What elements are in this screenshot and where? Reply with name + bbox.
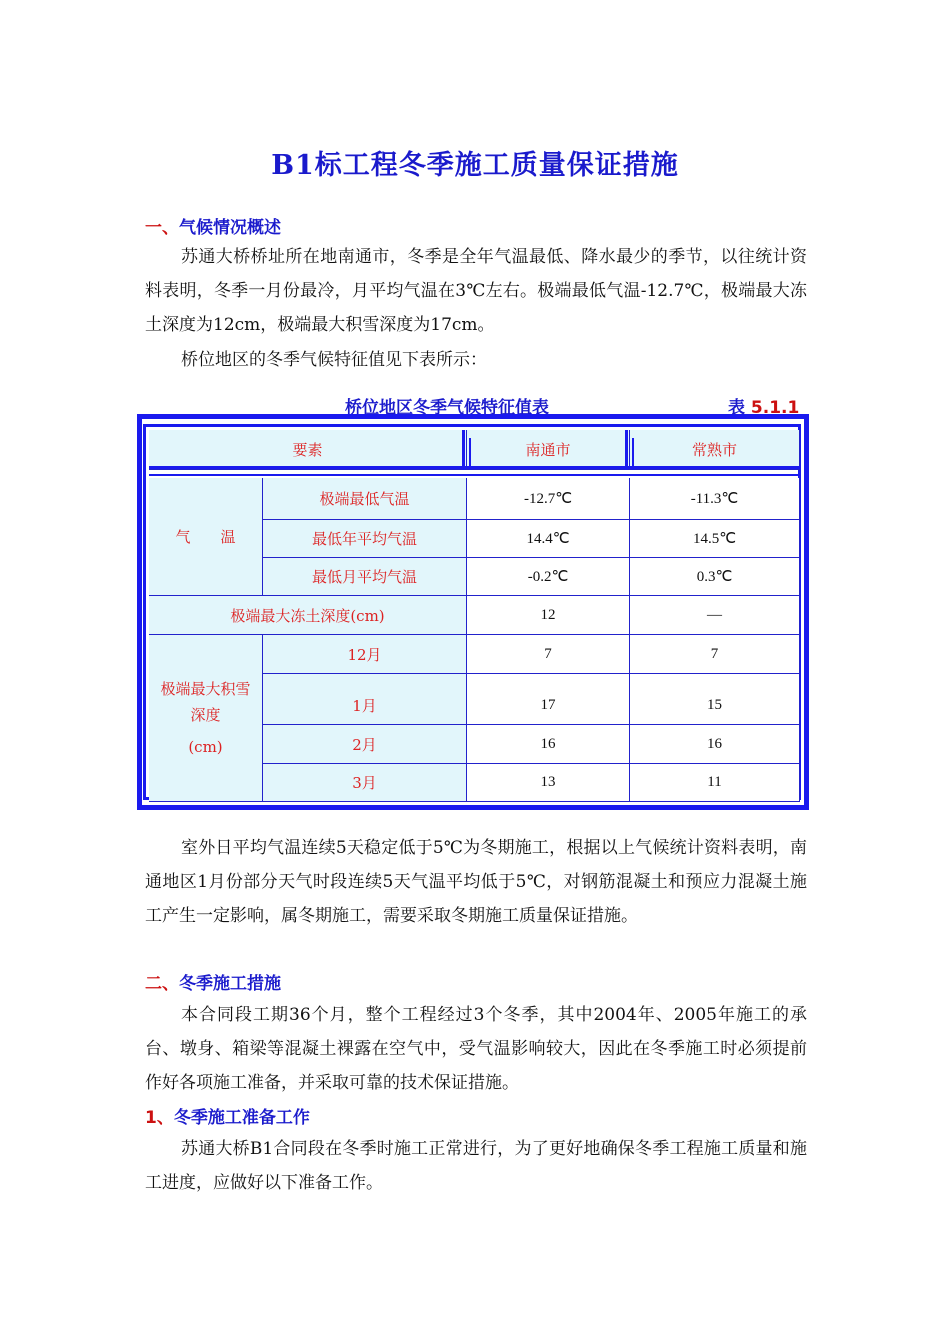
row-label-frost: 极端最大冻土深度(cm): [149, 596, 467, 635]
row-value-changshu: 7: [630, 635, 800, 674]
header-col-separator-inner: [469, 438, 471, 470]
group-snow-depth: [149, 635, 263, 802]
group-snow-line-2: 深度: [190, 706, 221, 724]
row-value-changshu: 16: [630, 725, 800, 764]
section-title: 气候情况概述: [179, 218, 281, 238]
table-number-value: 5.1.1: [750, 398, 800, 418]
preparation-paragraph: 苏通大桥B1合同段在冬季时施工正常进行，为了更好地确保冬季工程施工质量和施工进度，应做好以下准备工作。: [145, 1139, 807, 1193]
header-element: 要素: [149, 430, 467, 470]
row-value-nantong: -0.2℃: [467, 558, 630, 596]
section-heading-measures: [145, 969, 281, 994]
row-value-nantong: 12: [467, 596, 630, 635]
row-label: 1月: [263, 674, 467, 725]
row-label: 极端最低气温: [263, 478, 467, 520]
section-heading-preparation: [145, 1103, 310, 1128]
row-value-changshu: —: [630, 596, 800, 635]
row-value-nantong: 17: [467, 674, 630, 725]
row-value-changshu: 15: [630, 674, 800, 725]
row-value-changshu: -11.3℃: [630, 478, 800, 520]
row-label: 12月: [263, 635, 467, 674]
header-changshu: 常熟市: [630, 430, 800, 470]
row-value-nantong: 13: [467, 764, 630, 802]
group-snow-line-3: (cm): [188, 738, 223, 756]
header-col-separator-2-inner: [632, 438, 634, 470]
section-title: 冬季施工准备工作: [173, 1108, 310, 1128]
header-col-separator-2: [625, 430, 628, 470]
table-intro-paragraph: 桥位地区的冬季气候特征值见下表所示：: [181, 350, 487, 370]
table-caption: 桥位地区冬季气候特征值表: [345, 398, 549, 418]
row-label: 3月: [263, 764, 467, 802]
row-value-nantong: -12.7℃: [467, 478, 630, 520]
winter-construction-paragraph: 室外日平均气温连续5天稳定低于5℃为冬期施工，根据以上气候统计资料表明，南通地区1月份部分天气时段连续5天气温平均低于5℃，对钢筋混凝土和预应力混凝土施工产生一定影响，属冬期施工，需要采取冬期施工质量保证措施。: [145, 838, 807, 926]
section-number: 1、: [145, 1108, 174, 1128]
section-title: 冬季施工措施: [179, 974, 281, 994]
header-nantong: 南通市: [467, 430, 630, 470]
row-value-changshu: 0.3℃: [630, 558, 800, 596]
row-value-changshu: 11: [630, 764, 800, 802]
row-label: 2月: [263, 725, 467, 764]
section-number: 二、: [145, 974, 179, 994]
section-number: 一、: [145, 218, 179, 238]
group-temperature: 气 温: [149, 478, 263, 596]
row-value-nantong: 7: [467, 635, 630, 674]
page-title: B1标工程冬季施工质量保证措施: [271, 150, 679, 181]
row-label: 最低年平均气温: [263, 520, 467, 558]
section-heading-climate: [145, 213, 281, 238]
header-separator: [149, 466, 800, 469]
row-value-nantong: 16: [467, 725, 630, 764]
climate-paragraph: 苏通大桥桥址所在地南通市，冬季是全年气温最低、降水最少的季节，以往统计资料表明，冬季一月份最冷，月平均气温在3℃左右。极端最低气温-12.7℃，极端最大冻土深度为12cm，极端最大积雪深度为17cm。: [145, 247, 807, 335]
measures-paragraph: 本合同段工期36个月，整个工程经过3个冬季，其中2004年、2005年施工的承台、墩身、箱梁等混凝土裸露在空气中，受气温影响较大，因此在冬季施工时必须提前作好各项施工准备，并采取可靠的技术保证措施。: [145, 1005, 807, 1093]
table-number-prefix: 表: [728, 398, 745, 418]
group-snow-line-1: 极端最大积雪: [160, 680, 251, 698]
header-separator-inner: [149, 474, 800, 476]
row-label: 最低月平均气温: [263, 558, 467, 596]
row-value-changshu: 14.5℃: [630, 520, 800, 558]
row-value-nantong: 14.4℃: [467, 520, 630, 558]
header-col-separator: [462, 430, 465, 470]
